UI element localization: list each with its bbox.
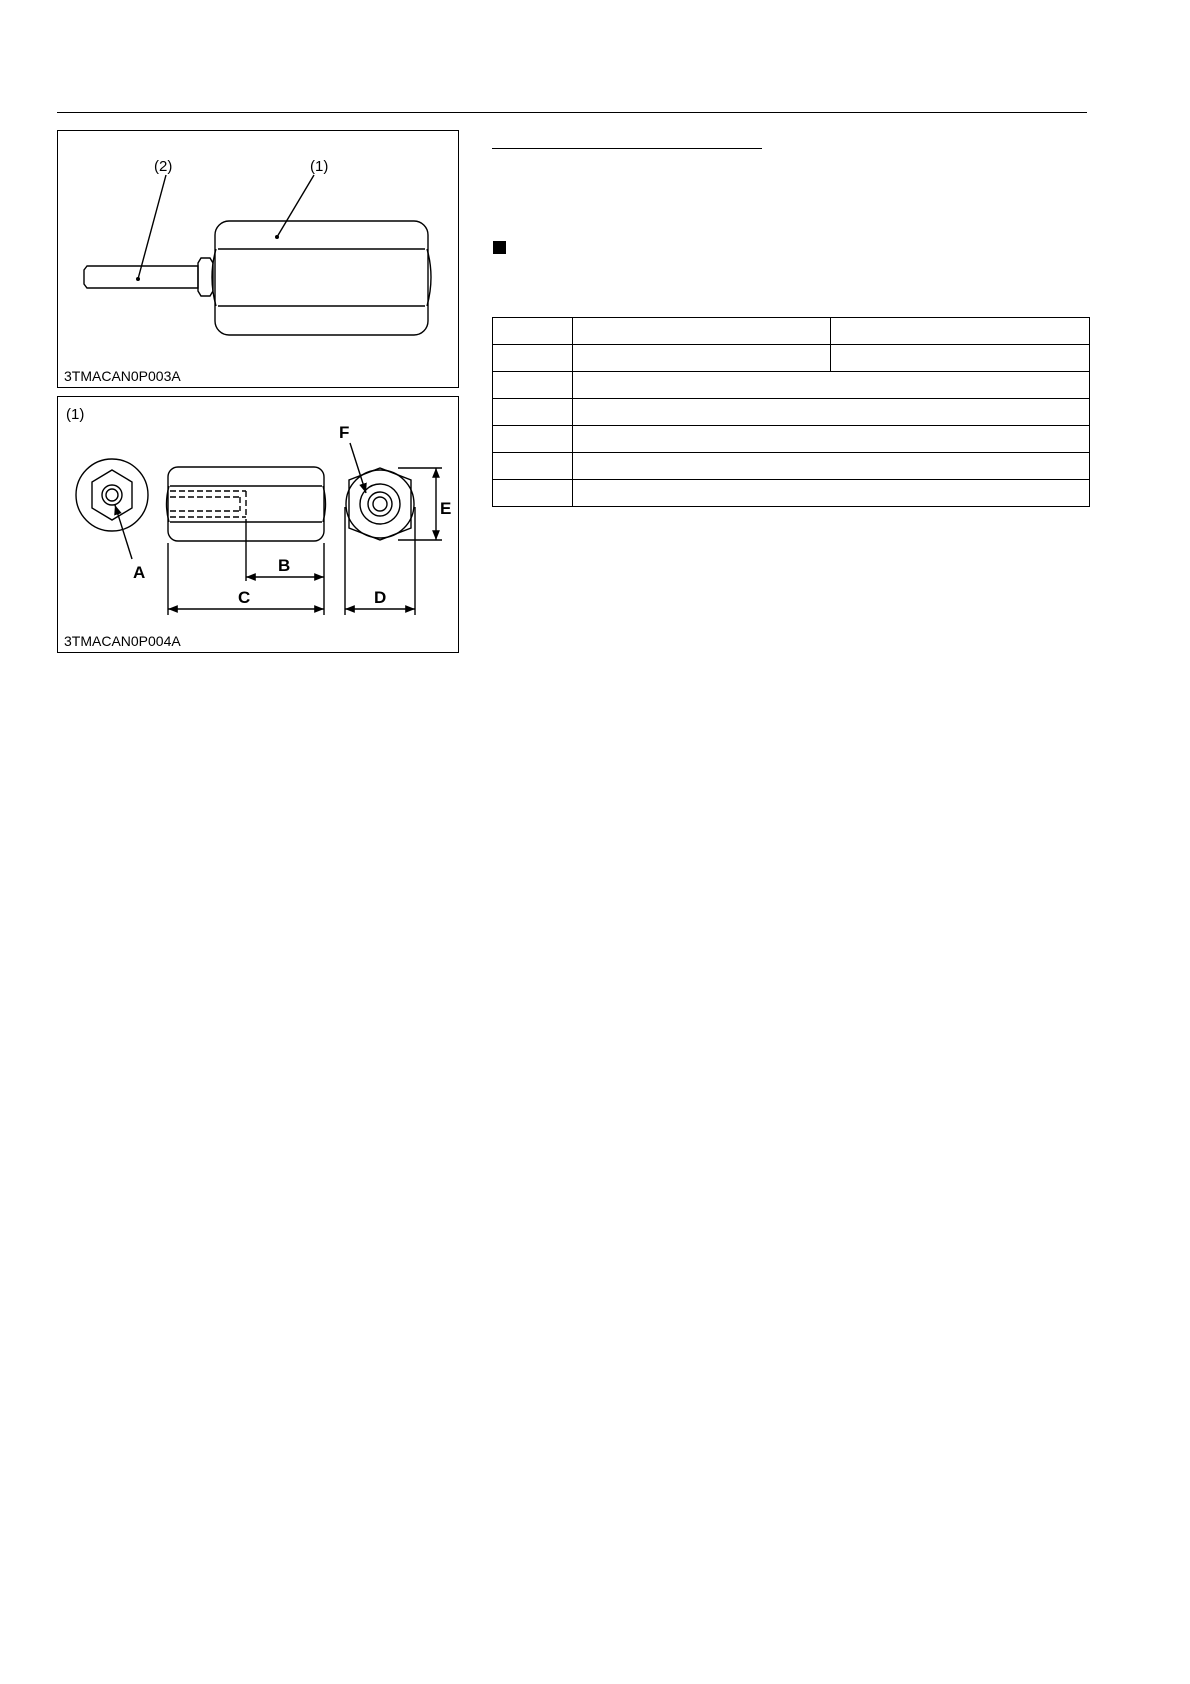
dimension-drawing [58,397,460,654]
dim-label-d: D [374,588,387,607]
top-rule [57,112,1087,113]
table-row [493,426,1090,453]
table-cell [493,426,573,453]
callout-1: (1) [310,158,329,175]
table-cell [573,372,1090,399]
dim-label-f: F [339,423,350,442]
table-row [493,372,1090,399]
table-cell [493,480,573,507]
part-label: (1) [66,406,85,423]
table-row [493,480,1090,507]
table-cell [493,318,573,345]
table-row [493,318,1090,345]
table-cell [493,372,573,399]
table-cell [831,345,1090,372]
dim-label-e: E [440,499,452,518]
tool-assembly-drawing [58,131,460,389]
table-cell [573,426,1090,453]
figure-caption: 3TMACAN0P003A [64,368,181,384]
leader-dot-stud [136,277,140,281]
heading-underline [492,148,762,149]
dim-label-c: C [238,588,251,607]
table-cell [573,345,831,372]
spec-table [492,317,1090,507]
table-row [493,453,1090,480]
leader-dot-body [275,235,279,239]
table-cell [493,453,573,480]
table-cell [573,399,1090,426]
table-cell [493,399,573,426]
figure-dimension-drawing [57,396,459,653]
table-cell [573,453,1090,480]
dim-label-b: B [278,556,291,575]
table-cell [573,318,831,345]
table-cell [831,318,1090,345]
table-row [493,345,1090,372]
figure-caption: 3TMACAN0P004A [64,633,181,649]
callout-2: (2) [154,158,173,175]
square-bullet-icon [493,241,506,254]
table-cell [493,345,573,372]
dim-label-a: A [133,563,146,582]
figure-tool-assembly [57,130,459,388]
table-cell [573,480,1090,507]
table-row [493,399,1090,426]
